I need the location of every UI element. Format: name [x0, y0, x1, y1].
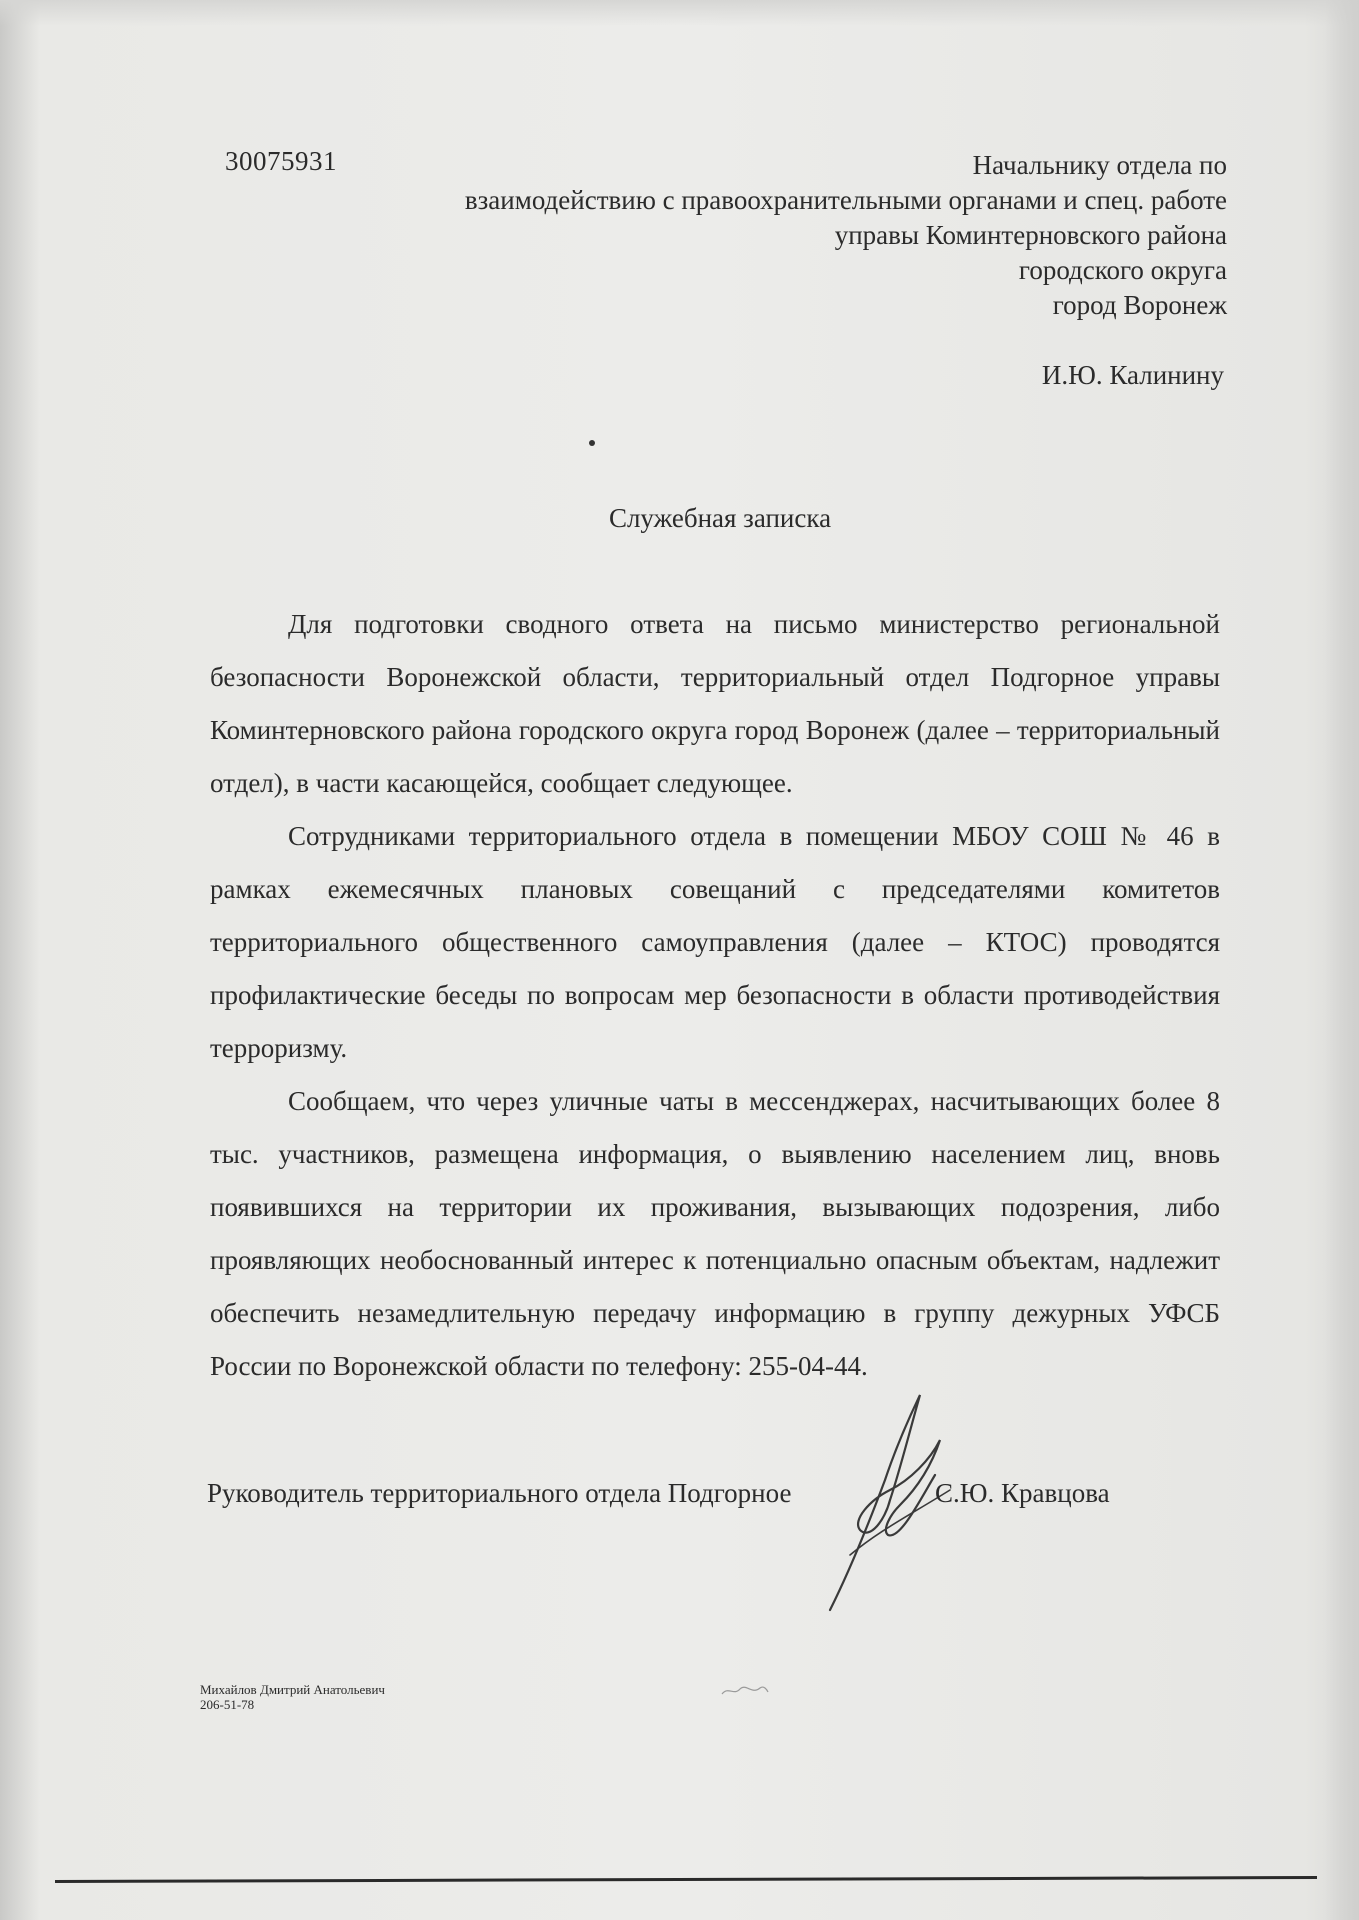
addressee-line: взаимодействию с правоохранительными органами и спец. работе: [464, 185, 1227, 215]
bottom-rule: [55, 1876, 1317, 1883]
registration-number: 30075931: [225, 146, 337, 176]
executor-phone: 206-51-78: [200, 1697, 255, 1712]
executor-block: [200, 1682, 385, 1712]
signatory-position: Руководитель территориального отдела Подгорное: [207, 1478, 792, 1508]
paragraph: Сообщаем, что через уличные чаты в мессенджерах, насчитывающих более 8 тыс. участников, размещена информация, о выявлению населением лиц, вновь появившихся на территории их проживания, вызывающих подозрения, либо проявляющих необоснованный интерес к потенциально опасным объектам, надлежит обеспечить незамедлительную передачу информацию в группу дежурных УФСБ России по Воронежской области по телефону: 255-04-44.: [210, 1086, 1220, 1381]
ink-dot: [589, 440, 595, 446]
addressee-line: управы Коминтерновского района: [834, 220, 1227, 250]
executor-name: Михайлов Дмитрий Анатольевич: [200, 1682, 385, 1697]
document-title: Служебная записка: [608, 503, 832, 533]
page-shadow-top: [0, 0, 1359, 26]
faint-scribble: [720, 1680, 770, 1700]
addressee-name: И.Ю. Калинину: [1041, 360, 1224, 390]
addressee-line: городского округа: [1018, 255, 1227, 285]
page-shadow-right: [1325, 0, 1359, 1920]
signer-name: С.Ю. Кравцова: [935, 1478, 1110, 1508]
paragraph: Сотрудниками территориального отдела в помещении МБОУ СОШ № 46 в рамках ежемесячных плановых совещаний с председателями комитетов территориального общественного самоуправления (далее – КТОС) проводятся профилактические беседы по вопросам мер безопасности в области противодействия терроризму.: [210, 821, 1220, 1063]
paragraph: Для подготовки сводного ответа на письмо министерство региональной безопасности Воронежской области, территориальный отдел Подгорное управы Коминтерновского района городского округа город Воронеж (далее – территориальный отдел), в части касающейся, сообщает следующее.: [210, 609, 1220, 798]
addressee-line: город Воронеж: [1052, 290, 1227, 320]
addressee-block: [267, 148, 1227, 323]
memo-body: [210, 598, 1220, 1393]
addressee-line: Начальнику отдела по: [972, 150, 1227, 180]
